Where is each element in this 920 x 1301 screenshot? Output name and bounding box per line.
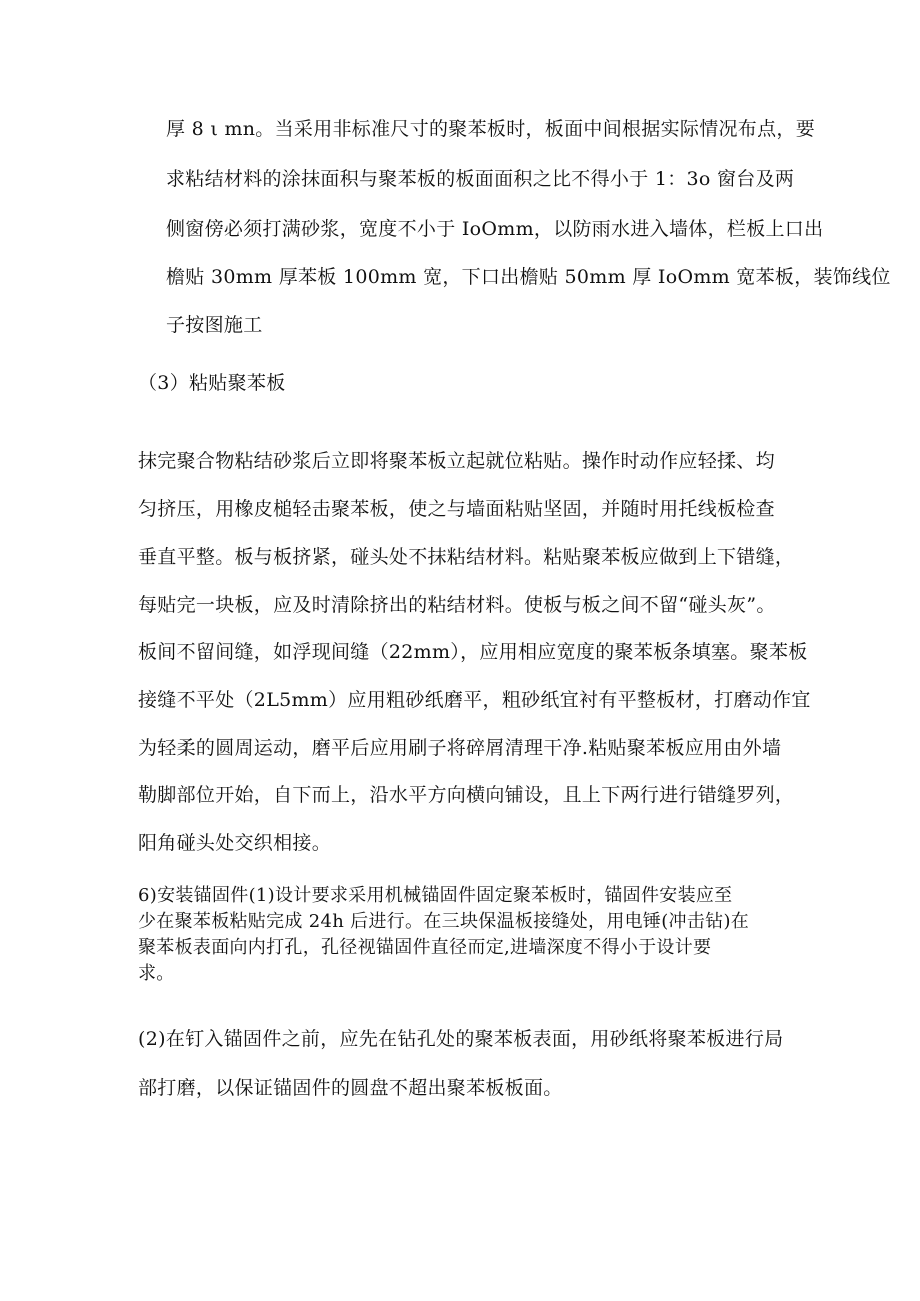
text-line: 6)安装锚固件(1)设计要求采用机械锚固件固定聚苯板时，锚固件安装应至 — [138, 885, 733, 906]
text-line: 子按图施工 — [166, 314, 263, 336]
text-line: 厚 8 ι mn。当采用非标准尺寸的聚苯板时，板面中间根据实际情况布点，要 — [166, 118, 816, 140]
text-line: 求。 — [138, 963, 175, 984]
text-line: 每贴完一块板，应及时清除挤出的粘结材料。使板与板之间不留“碰头灰”。 — [138, 594, 776, 616]
text-line: 为轻柔的圆周运动，磨平后应用刷子将碎屑清理干净.粘贴聚苯板应用由外墙 — [138, 737, 782, 759]
text-line: (2)在钉入锚固件之前，应先在钻孔处的聚苯板表面，用砂纸将聚苯板进行局 — [138, 1028, 784, 1050]
text-line: 檐贴 30mm 厚苯板 100mm 宽，下口出檐贴 50mm 厚 IoOmm 宽苯板，装饰线位 — [166, 266, 891, 288]
section-heading: （3）粘贴聚苯板 — [138, 372, 286, 394]
text-line: 匀挤压，用橡皮槌轻击聚苯板，使之与墙面粘贴坚固，并随时用托线板检查 — [138, 498, 775, 520]
text-line: 阳角碰头处交织相接。 — [138, 832, 332, 854]
text-line: 聚苯板表面向内打孔，孔径视锚固件直径而定,进墙深度不得小于设计要 — [138, 937, 712, 958]
text-line: 接缝不平处（2L5mm）应用粗砂纸磨平，粗砂纸宜衬有平整板材，打磨动作宜 — [138, 689, 811, 711]
text-line: 侧窗傍必须打满砂浆，宽度不小于 IoOmm，以防雨水进入墙体，栏板上口出 — [166, 218, 824, 240]
text-line: 板间不留间缝，如浮现间缝（22mm），应用相应宽度的聚苯板条填塞。聚苯板 — [138, 641, 808, 663]
text-line: 求粘结材料的涂抹面积与聚苯板的板面面积之比不得小于 1：3o 窗台及两 — [166, 168, 795, 190]
text-line: 少在聚苯板粘贴完成 24h 后进行。在三块保温板接缝处，用电锤(冲击钻)在 — [138, 911, 750, 932]
text-line: 部打磨，以保证锚固件的圆盘不超出聚苯板板面。 — [138, 1077, 563, 1099]
text-line: 抹完聚合物粘结砂浆后立即将聚苯板立起就位粘贴。操作时动作应轻揉、均 — [138, 450, 775, 472]
text-line: 勒脚部位开始，自下而上，沿水平方向横向铺设，且上下两行进行错缝罗列， — [138, 784, 795, 806]
text-line: 垂直平整。板与板挤紧，碰头处不抹粘结材料。粘贴聚苯板应做到上下错缝， — [138, 546, 795, 568]
